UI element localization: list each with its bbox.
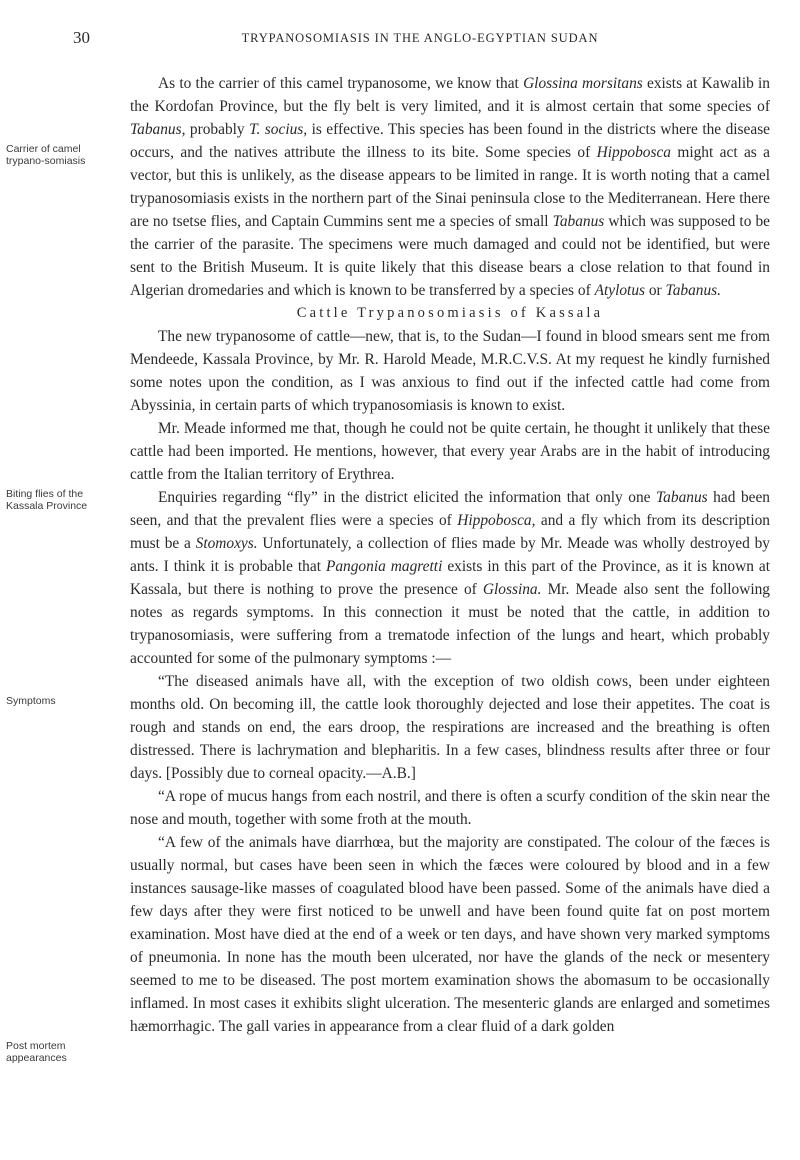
paragraph-meade-informed: Mr. Meade informed me that, though he could not be quite certain, he thought it unlikely that these cattle had been imported. He mentions, however, that every year Arabs are in the habit of introducing cattle from the Italian territory of Erythrea. (130, 420, 770, 483)
paragraph-new-trypanosome: The new trypanosome of cattle—new, that is, to the Sudan—I found in blood smears sent me from Mendeede, Kassala Province, by Mr. R. Harold Meade, M.R.C.V.S. At my request he kindly furnished some notes upon the condition, as I was anxious to find out if the infected cattle had come from Abyssinia, in certain parts of which trypanosomiasis is known to exist. (130, 328, 770, 414)
paragraph-camel-carrier: As to the carrier of this camel trypanosome, we know that Glossina morsitans exists at Kawalib in the Kordofan Province, but the fly belt is very limited, and it is almost certain that some species of Tabanus, probably T. socius, is effective. This species has been found in the districts where the disease occurs, and the natives attribute the illness to its bite. Some species of Hippobosca might act as a vector, but this is unlikely, as the disease appears to be limited in range. It is worth noting that a camel trypanosomiasis exists in the northern part of the Sinai peninsula close to the Mediterranean. Here there are no tsetse flies, and Captain Cummins sent me a species of small Tabanus which was supposed to be the carrier of the parasite. The specimens were much damaged and could not be identified, but were sent to the British Museum. It is quite likely that this disease bears a close relation to that found in Algerian dromedaries and which is known to be transferred by a species of Atylotus or Tabanus. (130, 75, 771, 299)
margin-note-post-mortem: Post mortem appearances (6, 1040, 67, 1064)
margin-note-carrier: Carrier of camel trypano-somiasis (6, 143, 86, 167)
page-header (0, 28, 800, 52)
paragraph-symptoms: “The diseased animals have all, with the exception of two oldish cows, been under eighteen months old. On becoming ill, the cattle look thoroughly dejected and lose their appetites. The coat is rough and stands on end, the ears droop, the respirations are increased and the breathing is often distressed. There is lachrymation and blepharitis. In a few cases, blindness results after three or four days. [Possibly due to corneal opacity.—A.B.] (130, 673, 770, 782)
page-number: 30 (73, 28, 90, 47)
margin-note-symptoms: Symptoms (6, 695, 56, 707)
margin-note-biting-flies: Biting flies of the Kassala Province (6, 488, 88, 512)
running-title: TRYPANOSOMIASIS IN THE ANGLO-EGYPTIAN SUDAN (241, 31, 599, 45)
paragraph-post-mortem: “A few of the animals have diarrhœa, but the majority are constipated. The colour of the fæces is usually normal, but cases have been seen in which the fæces were coloured by blood and in a few instances sausage-like masses of coagulated blood have been passed. Some of the animals have died a few days after they were first noticed to be unwell and have been found quite fat on post mortem examination. Most have died at the end of a week or ten days, and have shown very marked symptoms of pneumonia. In none has the mouth been ulcerated, nor have the glands of the neck or mesentery seemed to me to be diseased. The post mortem examination shows the abomasum to be occasionally inflamed. In most cases it exhibits slight ulceration. The mesenteric glands are enlarged and sometimes hæmorrhagic. The gall varies in appearance from a clear fluid of a dark golden (130, 834, 770, 1035)
body-text (130, 72, 770, 1038)
paragraph-biting-flies: Enquiries regarding “fly” in the district elicited the information that only one Tabanus had been seen, and that the prevalent flies were a species of Hippobosca, and a fly which from its description must be a Stomoxys. Unfortunately, a collection of flies made by Mr. Meade was wholly destroyed by ants. I think it is probable that Pangonia magretti exists in this part of the Province, as it is known at Kassala, but there is nothing to prove the presence of Glossina. Mr. Meade also sent the following notes as regards symptoms. In this connection it must be noted that the cattle, in addition to trypanosomiasis, were suffering from a trematode infection of the lungs and heart, which probably accounted for some of the pulmonary symptoms :— (130, 489, 771, 667)
paragraph-mucus: “A rope of mucus hangs from each nostril, and there is often a scurfy condition of the skin near the nose and mouth, together with some froth at the mouth. (130, 788, 770, 828)
section-heading: Cattle Trypanosomiasis of Kassala (296, 305, 604, 321)
